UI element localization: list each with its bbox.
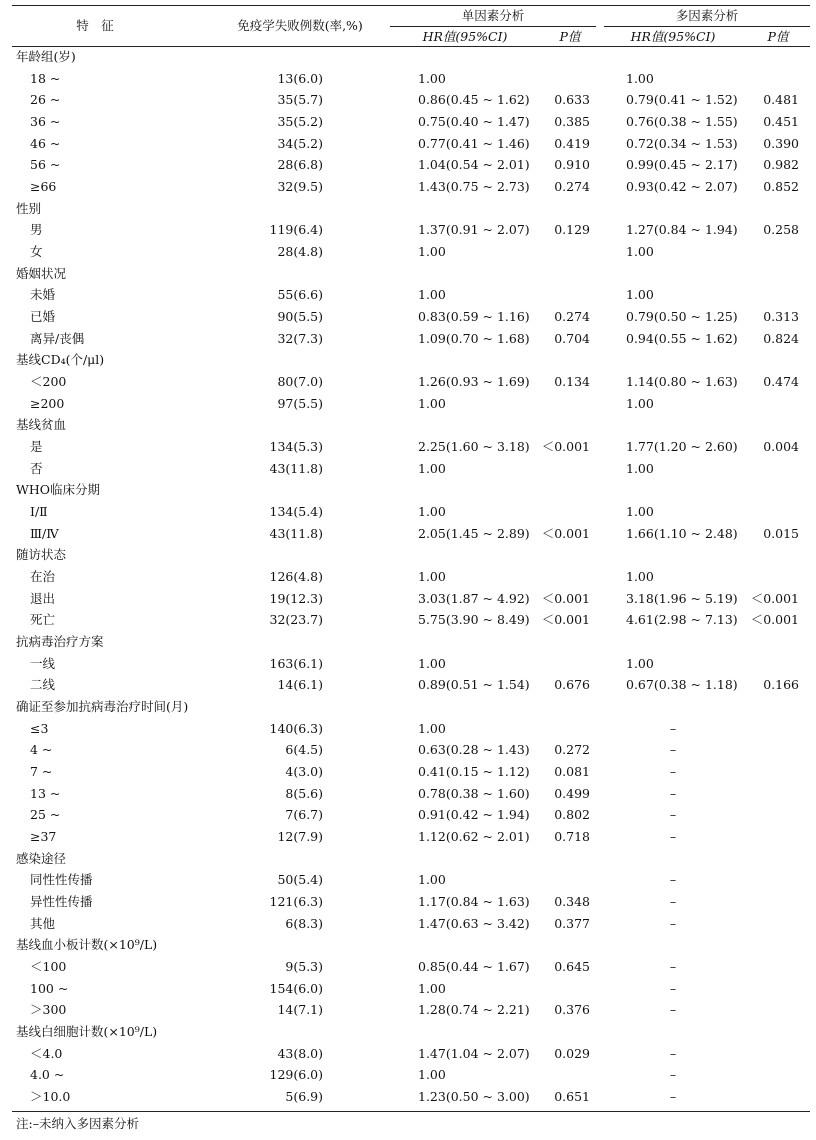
row-multi-hr: –	[669, 916, 677, 931]
row-uni-hr: 1.47(0.63 ~ 3.42)	[418, 916, 530, 931]
row-count: 6(4.5)	[285, 742, 323, 757]
row-count: 12(7.9)	[277, 829, 323, 844]
row-uni-hr: 1.00	[418, 71, 446, 86]
row-label: 离异/丧偶	[30, 331, 85, 346]
section-title: 基线血小板计数(×10⁹/L)	[16, 937, 158, 952]
row-uni-p: 0.910	[554, 157, 590, 172]
section-title: 基线贫血	[16, 417, 67, 432]
row-uni-hr: 1.00	[418, 981, 446, 996]
row-count: 90(5.5)	[277, 309, 323, 324]
row-uni-hr: 0.89(0.51 ~ 1.54)	[418, 677, 530, 692]
row-uni-hr: 1.23(0.50 ~ 3.00)	[418, 1089, 530, 1104]
row-count: 43(8.0)	[277, 1046, 323, 1061]
section-title: 基线CD₄(个/μl)	[16, 352, 105, 367]
row-uni-p: 0.081	[554, 764, 590, 779]
row-count: 35(5.7)	[277, 92, 323, 107]
row-uni-p: 0.704	[554, 331, 590, 346]
row-uni-p: ＜0.001	[541, 526, 590, 541]
row-uni-p: 0.274	[554, 309, 590, 324]
row-uni-hr: 1.00	[418, 244, 446, 259]
row-label: 13 ~	[30, 786, 61, 801]
row-uni-hr: 5.75(3.90 ~ 8.49)	[418, 612, 530, 627]
row-multi-hr: 0.79(0.41 ~ 1.52)	[626, 92, 738, 107]
header-count: 免疫学失败例数(率,%)	[237, 18, 363, 33]
row-label: 异性性传播	[30, 894, 93, 909]
row-uni-p: 0.651	[554, 1089, 590, 1104]
section-title: 抗病毒治疗方案	[16, 634, 104, 649]
row-count: 32(7.3)	[277, 331, 323, 346]
row-count: 5(6.9)	[285, 1089, 323, 1104]
row-count: 154(6.0)	[269, 981, 323, 996]
row-count: 32(9.5)	[277, 179, 323, 194]
row-multi-p: 0.258	[763, 222, 799, 237]
section-title: 感染途径	[16, 851, 67, 866]
row-count: 34(5.2)	[277, 136, 323, 151]
row-multi-hr: 0.76(0.38 ~ 1.55)	[626, 114, 738, 129]
row-count: 80(7.0)	[277, 374, 323, 389]
row-uni-p: 0.419	[554, 136, 590, 151]
section-title: 年龄组(岁)	[16, 49, 76, 64]
row-uni-hr: 1.00	[418, 872, 446, 887]
row-uni-hr: 0.75(0.40 ~ 1.47)	[418, 114, 530, 129]
row-label: 18 ~	[30, 71, 61, 86]
row-multi-p: 0.474	[763, 374, 799, 389]
row-label: 退出	[30, 591, 56, 606]
row-multi-hr: 1.14(0.80 ~ 1.63)	[626, 374, 738, 389]
row-label: Ⅲ/Ⅳ	[30, 526, 59, 541]
row-label: ≥37	[30, 829, 57, 844]
row-uni-hr: 1.04(0.54 ~ 2.01)	[418, 157, 530, 172]
row-multi-hr: –	[669, 807, 677, 822]
row-count: 119(6.4)	[269, 222, 323, 237]
row-uni-p: 0.129	[554, 222, 590, 237]
row-uni-hr: 1.28(0.74 ~ 2.21)	[418, 1002, 530, 1017]
row-uni-p: 0.645	[554, 959, 590, 974]
row-multi-p: ＜0.001	[750, 591, 799, 606]
section-title: 基线白细胞计数(×10⁹/L)	[16, 1024, 158, 1039]
row-count: 97(5.5)	[277, 396, 323, 411]
row-multi-p: 0.313	[763, 309, 799, 324]
row-count: 134(5.4)	[269, 504, 323, 519]
top-rule	[12, 5, 810, 6]
row-label: 4.0 ~	[30, 1067, 65, 1082]
row-count: 163(6.1)	[269, 656, 323, 671]
row-multi-hr: –	[669, 1067, 677, 1082]
row-uni-p: 0.499	[554, 786, 590, 801]
row-label: Ⅰ/Ⅱ	[30, 504, 48, 519]
row-multi-hr: 0.99(0.45 ~ 2.17)	[626, 157, 738, 172]
row-label: ＜200	[30, 374, 67, 389]
header-multi-hr: HR值(95%CI)	[630, 29, 716, 44]
row-uni-hr: 1.00	[418, 504, 446, 519]
row-multi-hr: 0.79(0.50 ~ 1.25)	[626, 309, 738, 324]
row-label: 男	[30, 222, 43, 237]
row-multi-hr: –	[669, 764, 677, 779]
row-uni-hr: 1.00	[418, 287, 446, 302]
row-uni-hr: 1.00	[418, 656, 446, 671]
row-count: 32(23.7)	[269, 612, 323, 627]
row-count: 129(6.0)	[269, 1067, 323, 1082]
row-multi-p: 0.451	[763, 114, 799, 129]
row-uni-hr: 1.00	[418, 396, 446, 411]
header-multi: 多因素分析	[675, 8, 739, 23]
row-multi-p: 0.824	[763, 331, 799, 346]
row-uni-p: 0.376	[554, 1002, 590, 1017]
row-count: 35(5.2)	[277, 114, 323, 129]
row-uni-hr: 1.47(1.04 ~ 2.07)	[418, 1046, 530, 1061]
row-multi-p: 0.852	[763, 179, 799, 194]
row-uni-p: 0.348	[554, 894, 590, 909]
row-multi-hr: –	[669, 829, 677, 844]
header-bottom-rule	[12, 46, 810, 47]
row-label: 是	[30, 439, 43, 454]
header-uni: 单因素分析	[461, 8, 525, 23]
row-label: 在治	[30, 569, 56, 584]
row-uni-p: 0.385	[554, 114, 590, 129]
row-label: 女	[30, 244, 43, 259]
row-label: 56 ~	[30, 157, 61, 172]
header-uni-hr: HR值(95%CI)	[422, 29, 508, 44]
row-count: 140(6.3)	[269, 721, 323, 736]
row-uni-hr: 1.43(0.75 ~ 2.73)	[418, 179, 530, 194]
row-label: 其他	[30, 916, 56, 931]
row-multi-hr: 1.66(1.10 ~ 2.48)	[626, 526, 738, 541]
row-label: 100 ~	[30, 981, 69, 996]
row-uni-hr: 1.17(0.84 ~ 1.63)	[418, 894, 530, 909]
row-count: 19(12.3)	[269, 591, 323, 606]
footnote: 注:–未纳入多因素分析	[16, 1116, 139, 1131]
row-label: 46 ~	[30, 136, 61, 151]
row-uni-hr: 0.77(0.41 ~ 1.46)	[418, 136, 530, 151]
row-uni-hr: 0.41(0.15 ~ 1.12)	[418, 764, 530, 779]
row-count: 43(11.8)	[269, 526, 323, 541]
row-uni-hr: 0.63(0.28 ~ 1.43)	[418, 742, 530, 757]
row-multi-p: 0.982	[763, 157, 799, 172]
row-multi-hr: 1.00	[626, 504, 654, 519]
row-label: 36 ~	[30, 114, 61, 129]
row-uni-p: 0.274	[554, 179, 590, 194]
row-multi-hr: 1.00	[626, 396, 654, 411]
row-label: ≥66	[30, 179, 57, 194]
row-multi-hr: –	[669, 894, 677, 909]
section-title: 婚姻状况	[16, 266, 67, 281]
row-count: 6(8.3)	[285, 916, 323, 931]
row-multi-hr: 1.00	[626, 656, 654, 671]
row-uni-p: 0.134	[554, 374, 590, 389]
row-multi-p: ＜0.001	[750, 612, 799, 627]
row-uni-p: ＜0.001	[541, 591, 590, 606]
row-multi-p: 0.481	[763, 92, 799, 107]
row-uni-p: 0.633	[554, 92, 590, 107]
multi-group-rule	[604, 26, 810, 27]
row-uni-hr: 0.83(0.59 ~ 1.16)	[418, 309, 530, 324]
row-multi-hr: –	[669, 981, 677, 996]
row-label: 否	[30, 461, 43, 476]
row-multi-hr: –	[669, 959, 677, 974]
section-title: WHO临床分期	[16, 482, 100, 497]
row-uni-p: 0.029	[554, 1046, 590, 1061]
row-label: ≥200	[30, 396, 65, 411]
row-multi-hr: 0.93(0.42 ~ 2.07)	[626, 179, 738, 194]
row-uni-p: ＜0.001	[541, 612, 590, 627]
row-uni-hr: 0.91(0.42 ~ 1.94)	[418, 807, 530, 822]
row-label: ＜100	[30, 959, 67, 974]
row-multi-hr: 1.00	[626, 461, 654, 476]
row-label: 26 ~	[30, 92, 61, 107]
row-label: 一线	[30, 656, 56, 671]
row-count: 28(6.8)	[277, 157, 323, 172]
row-multi-hr: 0.94(0.55 ~ 1.62)	[626, 331, 738, 346]
row-count: 134(5.3)	[269, 439, 323, 454]
row-count: 126(4.8)	[269, 569, 323, 584]
row-uni-hr: 2.05(1.45 ~ 2.89)	[418, 526, 530, 541]
row-multi-p: 0.390	[763, 136, 799, 151]
section-title: 随访状态	[16, 547, 67, 562]
row-uni-hr: 3.03(1.87 ~ 4.92)	[418, 591, 530, 606]
row-multi-hr: 1.00	[626, 287, 654, 302]
row-multi-hr: –	[669, 721, 677, 736]
row-multi-hr: 1.77(1.20 ~ 2.60)	[626, 439, 738, 454]
row-uni-hr: 1.12(0.62 ~ 2.01)	[418, 829, 530, 844]
row-uni-hr: 1.00	[418, 569, 446, 584]
row-label: 25 ~	[30, 807, 61, 822]
section-title: 确证至参加抗病毒治疗时间(月)	[16, 699, 189, 714]
row-count: 28(4.8)	[277, 244, 323, 259]
row-multi-hr: 3.18(1.96 ~ 5.19)	[626, 591, 738, 606]
row-label: 7 ~	[30, 764, 53, 779]
row-label: 同性性传播	[30, 872, 93, 887]
row-count: 14(7.1)	[277, 1002, 323, 1017]
row-uni-p: 0.676	[554, 677, 590, 692]
row-count: 14(6.1)	[277, 677, 323, 692]
row-uni-hr: 1.00	[418, 721, 446, 736]
row-uni-p: ＜0.001	[541, 439, 590, 454]
row-multi-hr: 1.27(0.84 ~ 1.94)	[626, 222, 738, 237]
section-title: 性别	[16, 201, 42, 216]
row-count: 8(5.6)	[285, 786, 323, 801]
header-multi-p: P值	[767, 29, 789, 44]
row-count: 121(6.3)	[269, 894, 323, 909]
row-multi-hr: 1.00	[626, 71, 654, 86]
row-count: 4(3.0)	[285, 764, 323, 779]
row-uni-hr: 1.00	[418, 1067, 446, 1082]
row-uni-hr: 1.26(0.93 ~ 1.69)	[418, 374, 530, 389]
row-label: ＞300	[30, 1002, 67, 1017]
row-uni-hr: 0.86(0.45 ~ 1.62)	[418, 92, 530, 107]
row-multi-hr: 1.00	[626, 569, 654, 584]
row-multi-hr: –	[669, 786, 677, 801]
row-count: 7(6.7)	[285, 807, 323, 822]
header-uni-p: P值	[559, 29, 581, 44]
row-multi-hr: –	[669, 872, 677, 887]
row-label: 已婚	[30, 309, 56, 324]
row-label: ＜4.0	[30, 1046, 63, 1061]
row-multi-hr: –	[669, 1002, 677, 1017]
row-count: 43(11.8)	[269, 461, 323, 476]
row-multi-hr: 1.00	[626, 244, 654, 259]
row-uni-hr: 2.25(1.60 ~ 3.18)	[418, 439, 530, 454]
row-multi-p: 0.166	[763, 677, 799, 692]
row-count: 50(5.4)	[277, 872, 323, 887]
row-multi-hr: –	[669, 1089, 677, 1104]
bottom-rule	[12, 1111, 810, 1112]
row-label: 4 ~	[30, 742, 53, 757]
row-uni-hr: 1.37(0.91 ~ 2.07)	[418, 222, 530, 237]
row-multi-hr: 0.72(0.34 ~ 1.53)	[626, 136, 738, 151]
row-label: 死亡	[30, 612, 56, 627]
row-uni-hr: 0.78(0.38 ~ 1.60)	[418, 786, 530, 801]
row-multi-p: 0.015	[763, 526, 799, 541]
row-uni-hr: 1.00	[418, 461, 446, 476]
row-multi-hr: –	[669, 742, 677, 757]
row-uni-p: 0.802	[554, 807, 590, 822]
row-multi-hr: 4.61(2.98 ~ 7.13)	[626, 612, 738, 627]
header-feature: 特 征	[76, 18, 114, 33]
row-count: 55(6.6)	[277, 287, 323, 302]
row-multi-hr: 0.67(0.38 ~ 1.18)	[626, 677, 738, 692]
row-count: 9(5.3)	[285, 959, 323, 974]
row-label: 二线	[30, 677, 56, 692]
row-uni-p: 0.718	[554, 829, 590, 844]
row-label: ＞10.0	[30, 1089, 71, 1104]
row-label: ≤3	[30, 721, 49, 736]
row-count: 13(6.0)	[277, 71, 323, 86]
row-multi-hr: –	[669, 1046, 677, 1061]
row-uni-hr: 0.85(0.44 ~ 1.67)	[418, 959, 530, 974]
row-multi-p: 0.004	[763, 439, 799, 454]
row-uni-hr: 1.09(0.70 ~ 1.68)	[418, 331, 530, 346]
row-uni-p: 0.272	[554, 742, 590, 757]
row-label: 未婚	[30, 287, 56, 302]
uni-group-rule	[390, 26, 596, 27]
row-uni-p: 0.377	[554, 916, 590, 931]
